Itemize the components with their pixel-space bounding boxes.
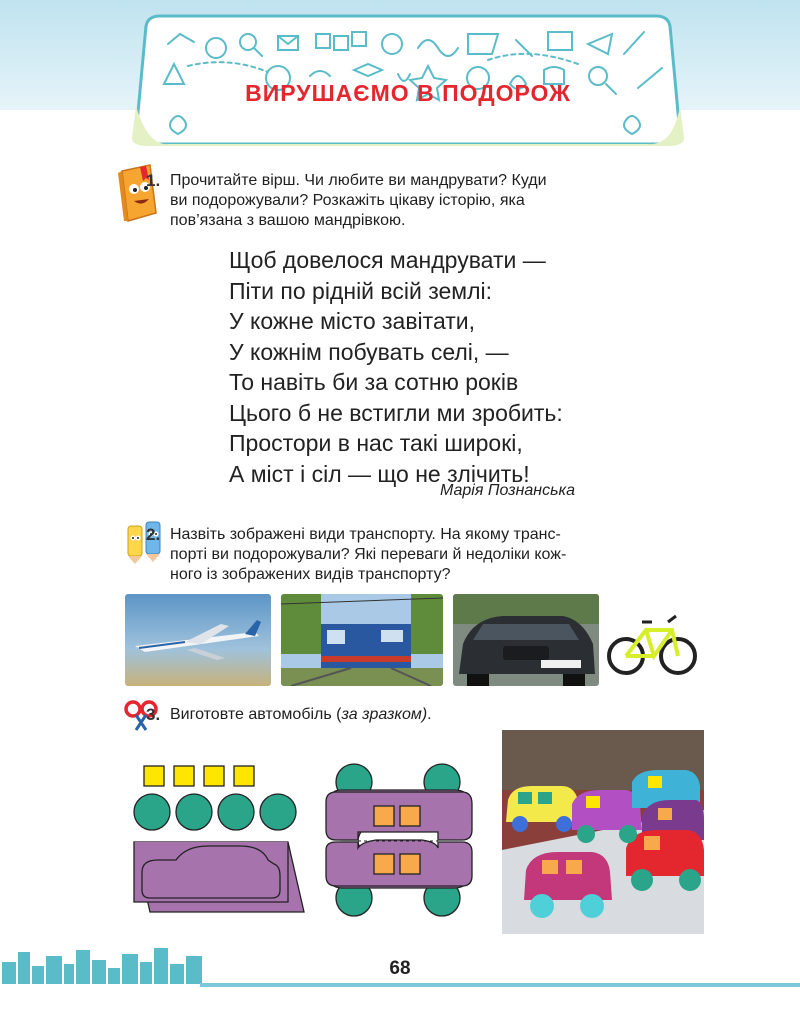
- task-number: 1.: [146, 171, 161, 190]
- poem: [229, 245, 563, 489]
- task-3-text: Виготовте автомобіль (: [170, 706, 342, 723]
- task-2-line: порті ви подорожували? Які переваги й недоліки кож-: [170, 546, 567, 563]
- task-number: 2.: [146, 525, 161, 544]
- poem-line: То навіть би за сотню років: [229, 369, 519, 395]
- poem-line: А міст і сіл — що не злічить!: [229, 460, 530, 487]
- poem-line: Щоб довелося мандрувати —: [229, 247, 546, 273]
- poem-line: Цього б не встигли ми зробить:: [229, 399, 563, 426]
- task-1-line: пов’язана з вашою мандрівкою.: [170, 212, 406, 229]
- footer-line: [200, 983, 800, 987]
- paper-cars-photo: [502, 730, 704, 934]
- task-1-line: Прочитайте вірш. Чи любите ви мандрувати? Куди: [170, 172, 547, 189]
- bicycle-photo: [606, 594, 698, 686]
- poem-author: Марія Познанська: [440, 482, 575, 499]
- task-3: [146, 705, 670, 725]
- poem-line: У кожне місто завітати,: [229, 308, 476, 334]
- airplane-photo: [125, 594, 271, 686]
- page-number: 68: [389, 958, 411, 979]
- task-1: [146, 171, 716, 231]
- task-number: 3.: [146, 705, 161, 724]
- car-photo: [453, 594, 599, 686]
- poem-line: Піти по рідній всій землі:: [229, 277, 493, 304]
- task-3-italic: за зразком): [341, 706, 428, 723]
- task-1-line: ви подорожували? Розкажіть цікаву історію, яка: [170, 192, 525, 209]
- train-photo: [281, 594, 443, 686]
- poem-line: Простори в нас такі широкі,: [229, 430, 523, 456]
- page-title: ВИРУШАЄМО В ПОДОРОЖ: [245, 80, 571, 106]
- car-template-parts: [128, 760, 308, 920]
- task-2-line: ного із зображених видів транспорту?: [170, 566, 451, 583]
- task-2-line: Назвіть зображені види транспорту. На якому транс-: [170, 526, 561, 543]
- task-3-end: .: [427, 706, 432, 723]
- car-folded-template: [322, 762, 476, 918]
- task-2: [146, 525, 716, 585]
- poem-line: У кожнім побувать селі, —: [229, 338, 509, 365]
